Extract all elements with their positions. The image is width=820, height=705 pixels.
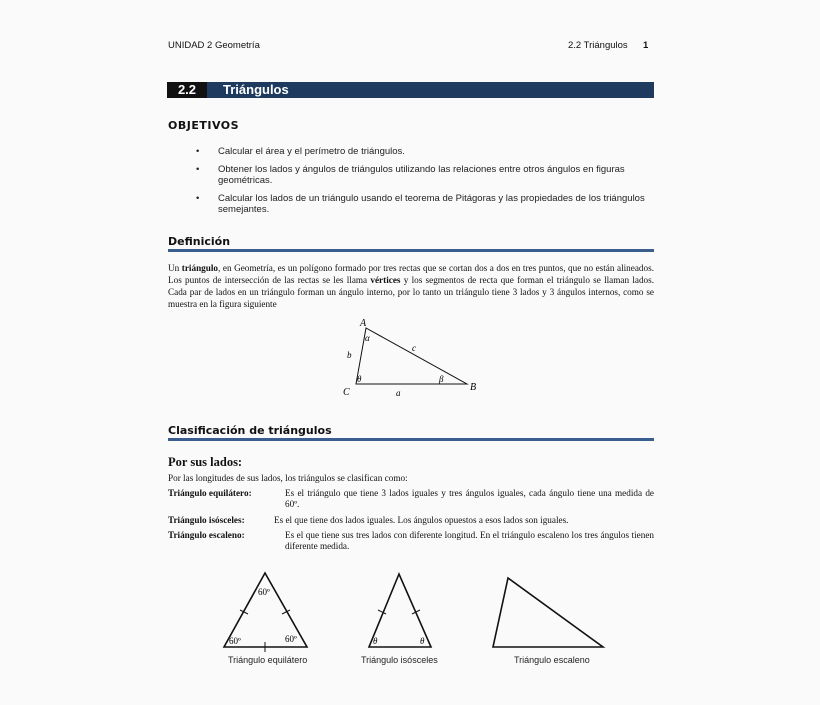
objectives-list [196,146,656,222]
bullet: • [196,146,200,157]
triangle-diagram [330,312,500,404]
term-equilatero: Triángulo equilátero: [168,488,252,498]
angle-label: 60º [229,636,241,646]
section-title-bar [167,82,654,98]
term-escaleno: Triángulo escaleno: [168,530,245,540]
objectives-heading: OBJETIVOS [168,119,240,132]
equilateral-triangle [218,568,318,652]
running-header-section: 2.2 Triángulos [568,40,628,51]
side-a-label: a [396,388,401,398]
classification-intro: Por las longitudes de sus lados, los triángulos se clasifican como: [168,473,408,483]
section-rule [168,249,654,252]
equilateral-caption: Triángulo equilátero [228,655,308,665]
scalene-triangle [488,572,610,652]
isosceles-caption: Triángulo isósceles [361,655,438,665]
definition-paragraph: Un triángulo, en Geometría, es un polígono formado por tres rectas que se cortan dos a dos en tres puntos, que no están alineados. Los puntos de intersección de las rectas se les llama vértices y los segmentos de recta que forman el triángulo se llaman lados. Cada par de lados en un triángulo forman un ángulo interno, por lo tanto un triángulo tiene 3 lados y 3 ángulos internos, como se muestra en la figura siguiente [168,263,655,309]
by-sides-subheading: Por sus lados: [168,455,243,469]
definition-heading: Definición [168,235,231,248]
angle-beta-label: β [439,374,444,384]
list-item: Triángulo escaleno: Es el que tiene sus tres lados con diferente longitud. En el triángulo escaleno los tres ángulos tienen diferente medida. [168,530,654,551]
list-item: Triángulo equilátero: Es el triángulo que tiene 3 lados iguales y tres ángulos iguales, cada ángulo tiene una medida de 60º. [168,488,654,509]
vertex-c-label: C [343,387,350,398]
side-c-label: c [412,343,416,353]
angle-label: 60º [285,634,297,644]
list-item: • Calcular los lados de un triángulo usando el teorema de Pitágoras y las propiedades de los triángulos semejantes. [196,192,645,215]
list-item: Triángulo isósceles: Es el que tiene dos lados iguales. Los ángulos opuestos a esos lados son iguales. [168,515,569,525]
angle-label: θ [420,636,425,646]
scalene-caption: Triángulo escaleno [514,655,590,665]
bullet: • [196,163,200,175]
running-header-left: UNIDAD 2 Geometría [168,40,260,51]
vertex-b-label: B [470,382,477,393]
section-title: Triángulos [223,82,289,97]
angle-label: 60º [258,587,270,597]
section-rule [168,438,654,441]
vertex-a-label: A [360,318,367,329]
angle-alpha-label: α [365,333,370,343]
isosceles-triangle [360,570,440,652]
term-triangulo: triángulo [181,263,219,273]
page-number: 1 [643,40,649,51]
list-item: • Calcular el área y el perímetro de triángulos. [196,146,405,157]
classification-heading: Clasificación de triángulos [168,424,332,437]
angle-theta-label: θ [357,374,362,384]
term-isosceles: Triángulo isósceles: [168,515,245,525]
list-item: • Obtener los lados y ángulos de triángulos utilizando las relaciones entre otros ángulos en figuras geométricas. [196,163,625,186]
triangle-shape [356,328,467,384]
side-b-label: b [347,350,352,360]
bullet: • [196,192,200,204]
angle-label: θ [373,636,378,646]
section-number: 2.2 [167,82,207,98]
term-vertices: vértices [370,275,401,285]
